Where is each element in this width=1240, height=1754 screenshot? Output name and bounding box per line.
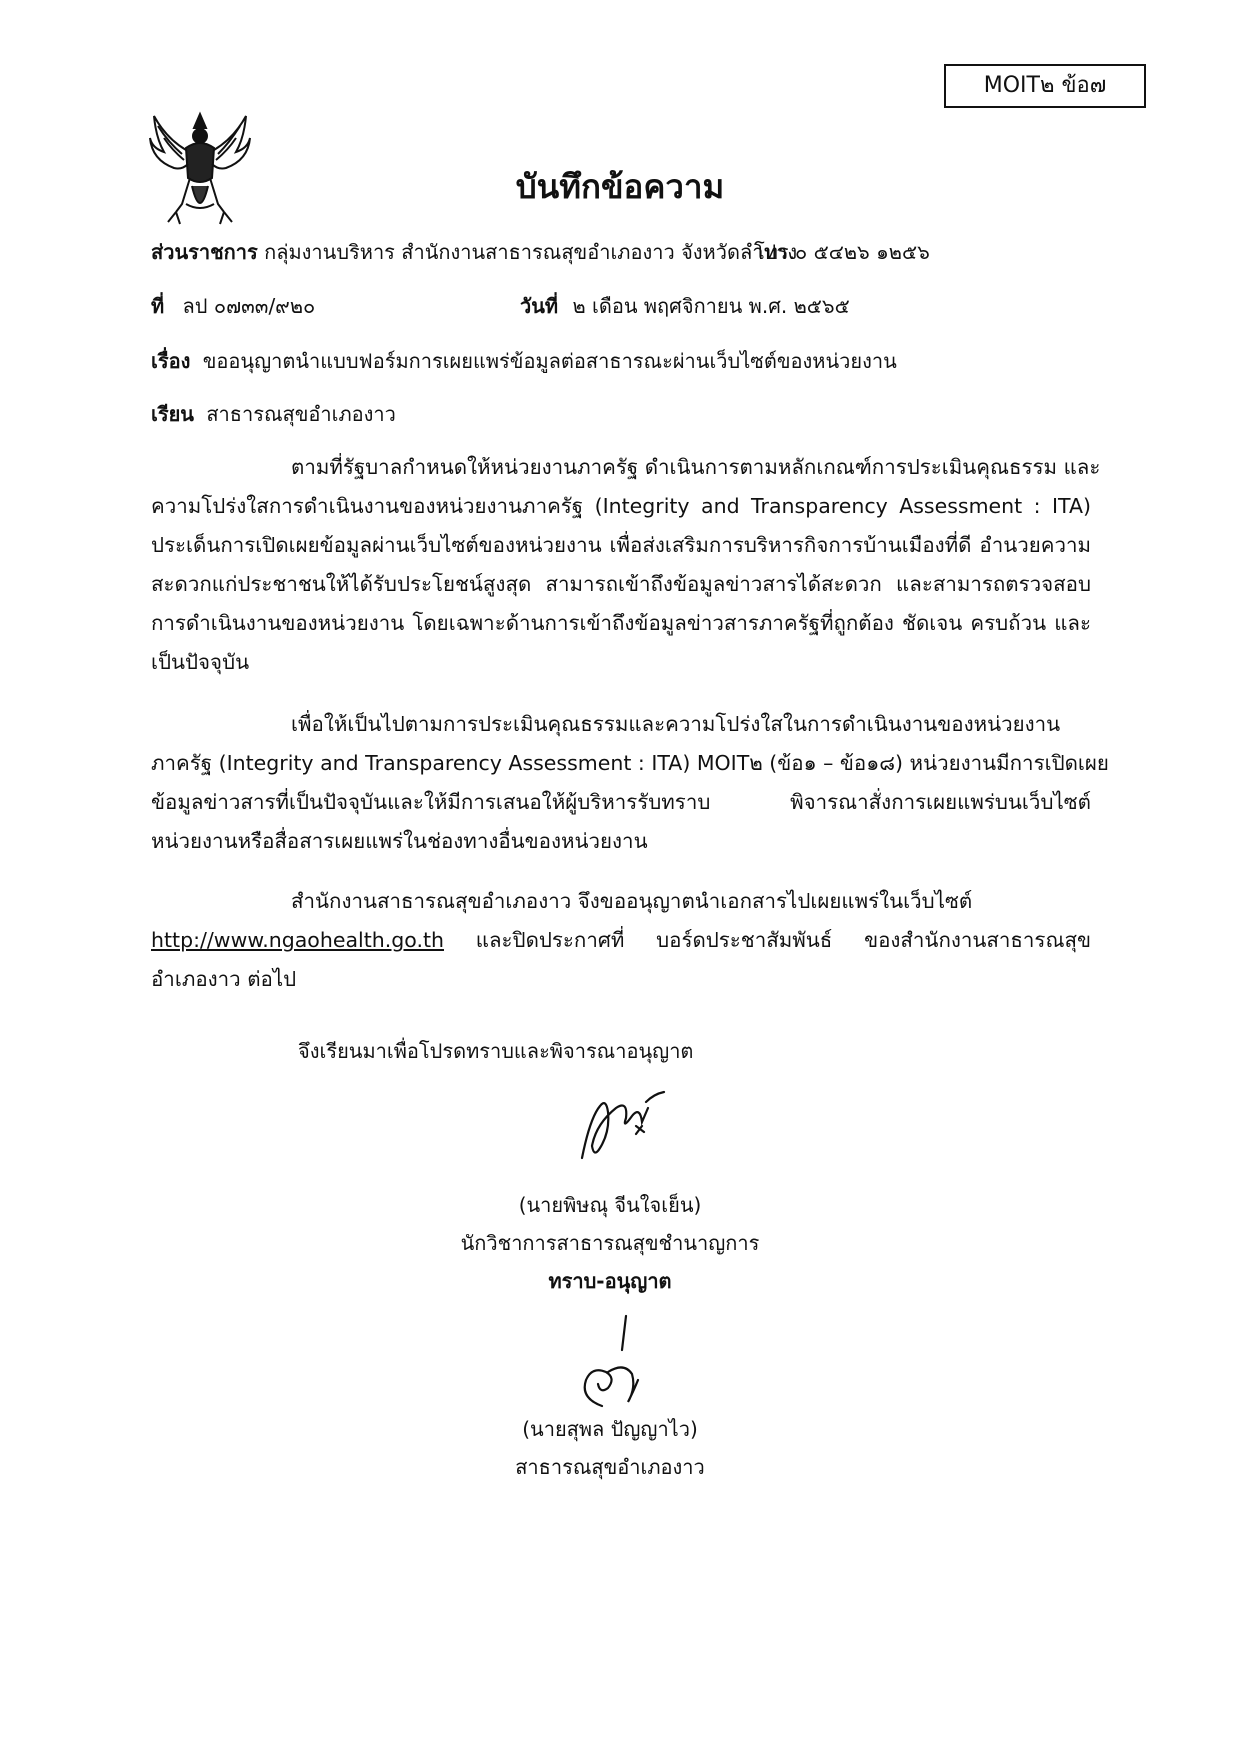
body-paragraph-1 — [151, 448, 1101, 682]
closing-line: จึงเรียนมาเพื่อโปรดทราบและพิจารณาอนุญาต — [298, 1039, 694, 1063]
date-line — [520, 290, 850, 322]
body-paragraph-2 — [151, 705, 1109, 861]
paragraph-line: อำเภองาว ต่อไป — [151, 967, 297, 991]
garuda-emblem-icon — [146, 108, 254, 230]
paragraph-line: ความโปร่งใสการดำเนินงานของหน่วยงานภาครัฐ (Integrity and Transparency Assessment : ITA) — [151, 494, 1091, 518]
paragraph-text: และปิดประกาศที่ บอร์ดประชาสัมพันธ์ ของสำนักงานสาธารณสุข — [444, 928, 1091, 952]
reference-line — [151, 290, 315, 322]
addressee-label: เรียน — [151, 402, 194, 426]
phone-number: โทร.๐ ๕๔๒๖ ๑๒๕๖ — [754, 240, 930, 264]
paragraph-line: เพื่อให้เป็นไปตามการประเมินคุณธรรมและความโปร่งใสในการดำเนินงานของหน่วยงาน — [291, 712, 1061, 736]
signature-1-image — [570, 1088, 680, 1168]
reference-value: ลป ๐๗๓๓/๙๒๐ — [182, 294, 316, 318]
paragraph-line: ตามที่รัฐบาลกำหนดให้หน่วยงานภาครัฐ ดำเนินการตามหลักเกณฑ์การประเมินคุณธรรม และ — [291, 455, 1101, 479]
website-link[interactable]: http://www.ngaohealth.go.th — [151, 928, 444, 952]
date-label: วันที่ — [520, 294, 559, 318]
subject-value: ขออนุญาตนำแบบฟอร์มการเผยแพร่ข้อมูลต่อสาธารณะผ่านเว็บไซต์ของหน่วยงาน — [202, 349, 897, 373]
subject-label: เรื่อง — [151, 349, 191, 373]
form-code-box: MOIT๒ ข้อ๗ — [944, 64, 1146, 108]
approval-note: ทราบ-อนุญาต — [548, 1269, 672, 1293]
document-title: บันทึกข้อความ — [515, 167, 725, 206]
agency-line — [151, 236, 797, 268]
signer-1-name: (นายพิษณุ จีนใจเย็น) — [518, 1193, 702, 1217]
paragraph-line-with-link — [151, 921, 1091, 960]
signer-2-name: (นายสุพล ปัญญาไว) — [522, 1417, 698, 1441]
paragraph-line: สะดวกแก่ประชาชนให้ได้รับประโยชน์สูงสุด สามารถเข้าถึงข้อมูลข่าวสารได้สะดวก และสามารถตรวจสอบ — [151, 572, 1091, 596]
signer-1-position: นักวิชาการสาธารณสุขชำนาญการ — [460, 1231, 760, 1255]
signer-1-block — [420, 1186, 800, 1300]
paragraph-line: ข้อมูลข่าวสารที่เป็นปัจจุบันและให้มีการเสนอให้ผู้บริหารรับทราบ พิจารณาสั่งการเผยแพร่บนเว็บไซต์ — [151, 790, 1091, 814]
reference-label: ที่ — [151, 294, 165, 318]
agency-label: ส่วนราชการ — [151, 240, 258, 264]
paragraph-line: ภาครัฐ (Integrity and Transparency Assessment : ITA) MOIT๒ (ข้อ๑ – ข้อ๑๘) หน่วยงานมีการเปิดเผย — [151, 751, 1109, 775]
paragraph-line: ประเด็นการเปิดเผยข้อมูลผ่านเว็บไซต์ของหน่วยงาน เพื่อส่งเสริมการบริหารกิจการบ้านเมืองที่ดี อำนวยความ — [151, 533, 1091, 557]
paragraph-line: สำนักงานสาธารณสุขอำเภองาว จึงขออนุญาตนำเอกสารไปเผยแพร่ในเว็บไซต์ — [291, 889, 973, 913]
signer-2-position: สาธารณสุขอำเภองาว — [515, 1455, 705, 1479]
signer-2-block — [420, 1410, 800, 1486]
paragraph-line: หน่วยงานหรือสื่อสารเผยแพร่ในช่องทางอื่นของหน่วยงาน — [151, 829, 648, 853]
paragraph-line: การดำเนินงานของหน่วยงาน โดยเฉพาะด้านการเข้าถึงข้อมูลข่าวสารภาครัฐที่ถูกต้อง ชัดเจน ครบถ้วน และ — [151, 611, 1091, 635]
agency-value: กลุ่มงานบริหาร สำนักงานสาธารณสุขอำเภองาว จังหวัดลำปาง — [264, 240, 798, 264]
signature-2-image — [576, 1314, 646, 1412]
date-value: ๒ เดือน พฤศจิกายน พ.ศ. ๒๕๖๕ — [572, 294, 850, 318]
addressee-value: สาธารณสุขอำเภองาว — [206, 402, 396, 426]
addressee-line — [151, 398, 396, 430]
paragraph-line: เป็นปัจจุบัน — [151, 650, 250, 674]
subject-line — [151, 345, 897, 377]
body-paragraph-3 — [151, 882, 1091, 999]
